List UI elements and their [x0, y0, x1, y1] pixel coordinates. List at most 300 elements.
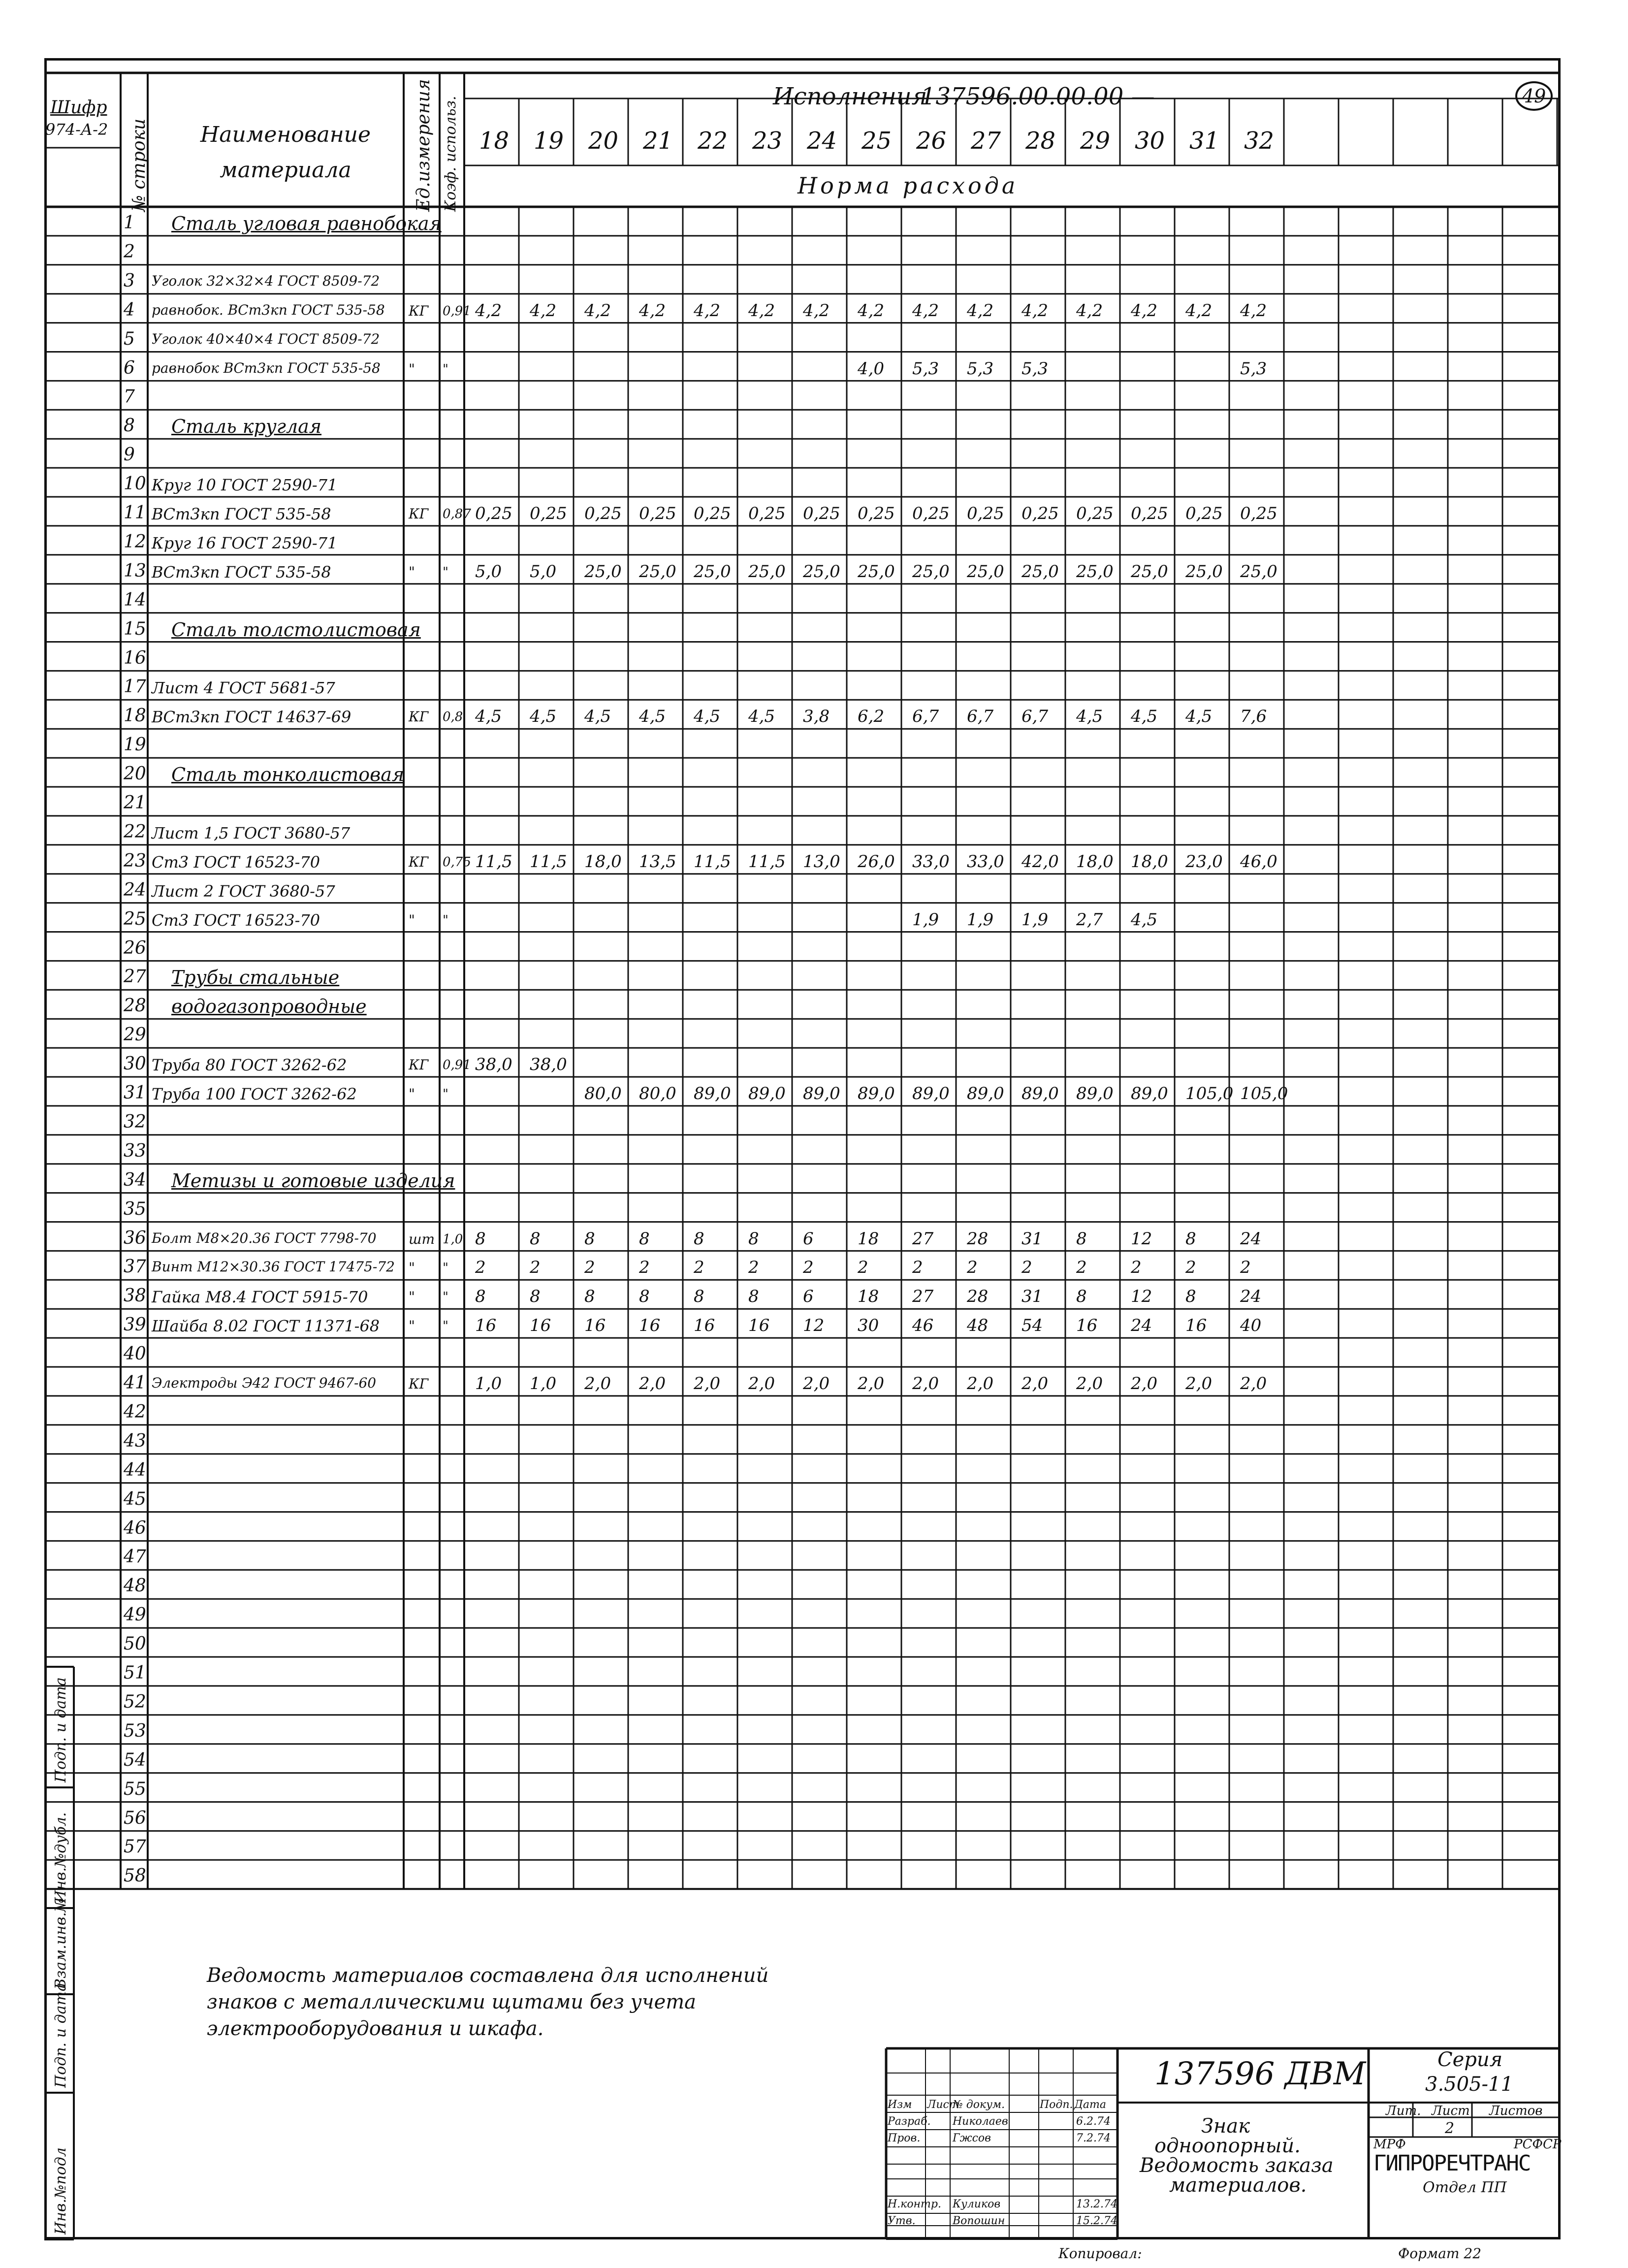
norm-value: 25,0	[912, 561, 950, 582]
row-number: 39	[124, 1315, 146, 1335]
norm-value: 25,0	[1185, 561, 1223, 582]
row-number: 3	[124, 270, 135, 291]
norm-value: 89,0	[1021, 1084, 1059, 1103]
signature-date: 6.2.74	[1076, 2115, 1111, 2128]
note	[207, 1962, 768, 2042]
norm-value: 24	[1240, 1287, 1262, 1307]
row-number: 5	[124, 328, 135, 349]
row-number: 30	[124, 1054, 146, 1074]
norm-value: 6,2	[858, 707, 885, 727]
norm-value: 2	[748, 1258, 759, 1278]
row-number: 53	[124, 1720, 146, 1741]
norm-value: 2,0	[1185, 1374, 1213, 1393]
norm-value: 80,0	[584, 1084, 622, 1103]
coef-cell: 1,0	[443, 1231, 463, 1247]
norm-value: 4,2	[1076, 300, 1103, 321]
material-name: Уголок 40×40×4 ГОСТ 8509-72	[152, 330, 380, 347]
norm-value: 26,0	[858, 851, 895, 872]
norm-value: 0,25	[1131, 504, 1168, 523]
material-name: Лист 2 ГОСТ 3680-57	[152, 881, 335, 901]
norm-value: 13,0	[803, 851, 840, 872]
norm-value: 12	[803, 1316, 825, 1336]
execution-number: 21	[643, 127, 673, 155]
side-stamp-label: Инв.№дубл.	[52, 1812, 69, 1903]
row-number: 19	[124, 735, 146, 755]
norm-value: 89,0	[803, 1084, 840, 1103]
norm-value: 0,25	[530, 504, 567, 523]
norm-value: 2	[639, 1258, 650, 1278]
cipher-value: 974-А-2	[45, 120, 108, 139]
norm-value: 25,0	[694, 561, 731, 582]
norm-value: 18,0	[584, 851, 622, 872]
norm-value: 11,5	[530, 851, 567, 872]
norm-value: 4,2	[1185, 300, 1213, 321]
header-row-no-label: № строки	[129, 118, 149, 212]
row-number: 46	[124, 1518, 146, 1538]
side-stamp-label: Подп. и дата	[52, 1677, 69, 1782]
row-number: 55	[124, 1779, 146, 1799]
coef-cell: 0,91	[443, 303, 471, 319]
signature-role: Утв.	[888, 2215, 916, 2227]
coef-cell: "	[443, 1319, 448, 1334]
row-number: 10	[124, 474, 146, 494]
norm-value: 4,2	[1131, 300, 1158, 321]
copied-label: Копировал:	[1058, 2245, 1142, 2262]
unit-cell: КГ	[409, 1376, 429, 1392]
norm-value: 89,0	[858, 1084, 895, 1103]
norm-value: 8	[694, 1287, 704, 1307]
norm-value: 89,0	[967, 1084, 1004, 1103]
material-name: Болт М8×20.36 ГОСТ 7798-70	[152, 1230, 377, 1246]
norm-value: 16	[530, 1316, 551, 1336]
row-number: 57	[124, 1837, 146, 1857]
row-number: 31	[124, 1083, 146, 1103]
norm-value: 2	[1240, 1258, 1251, 1278]
norm-value: 40	[1240, 1316, 1262, 1336]
norm-value: 6,7	[967, 707, 994, 727]
norm-value: 2,0	[858, 1374, 885, 1393]
signature-role: Разраб.	[888, 2115, 931, 2128]
row-number: 42	[124, 1401, 146, 1422]
header-name-label: Наименование материала	[200, 122, 371, 183]
row-number: 14	[124, 589, 146, 610]
norm-value: 80,0	[639, 1084, 676, 1103]
norm-value: 8	[530, 1229, 541, 1249]
sheets-label: Листов	[1489, 2104, 1543, 2118]
norm-value: 2,0	[1076, 1374, 1103, 1393]
row-number: 26	[124, 938, 146, 958]
norm-value: 2,0	[1131, 1374, 1158, 1393]
norm-value: 46,0	[1240, 851, 1277, 872]
signature-date: 13.2.74	[1076, 2198, 1117, 2210]
norm-value: 0,25	[584, 504, 622, 523]
doc-code: 137596 ДВМ	[1154, 2056, 1366, 2092]
norm-value: 8	[530, 1287, 541, 1307]
norm-value: 8	[1185, 1287, 1196, 1307]
norm-value: 3,8	[803, 707, 830, 727]
norm-value: 16	[1076, 1316, 1098, 1336]
norm-value: 4,2	[475, 300, 502, 321]
material-name: Лист 4 ГОСТ 5681-57	[152, 679, 335, 698]
execution-number: 26	[916, 127, 947, 155]
material-name: Уголок 32×32×4 ГОСТ 8509-72	[152, 272, 380, 289]
signature-date: 15.2.74	[1076, 2215, 1117, 2227]
sheet-label: Лист	[1432, 2104, 1470, 2118]
row-number: 54	[124, 1750, 146, 1770]
header-unit-label: Ед.измерения	[414, 79, 434, 212]
norm-value: 2	[475, 1258, 486, 1278]
execution-number: 31	[1189, 127, 1220, 155]
material-name: Ст3 ГОСТ 16523-70	[152, 910, 320, 930]
coef-cell: "	[443, 361, 448, 377]
title-line-1: Знак	[1201, 2115, 1250, 2138]
execution-number: 18	[479, 127, 510, 155]
norm-value: 25,0	[803, 561, 840, 582]
norm-value: 16	[584, 1316, 606, 1336]
row-number: 33	[124, 1140, 146, 1161]
norm-value: 8	[748, 1287, 759, 1307]
note-line: Ведомость материалов составлена для исполнений	[207, 1964, 769, 1987]
row-number: 21	[124, 793, 146, 813]
format-label: Формат 22	[1398, 2245, 1482, 2262]
norm-value: 4,2	[1240, 300, 1267, 321]
norm-value: 25,0	[858, 561, 895, 582]
material-name: Труба 100 ГОСТ 3262-62	[152, 1085, 357, 1103]
norm-value: 28	[967, 1287, 989, 1307]
unit-cell: "	[409, 1318, 415, 1334]
norm-value: 0,25	[967, 504, 1004, 523]
norm-value: 2,0	[584, 1374, 611, 1393]
title-line-2: одноопорный.	[1154, 2135, 1301, 2157]
row-number: 17	[124, 677, 146, 697]
norm-value: 4,5	[694, 707, 721, 727]
norm-value: 5,3	[1021, 358, 1049, 379]
norm-value: 2	[967, 1258, 978, 1278]
norm-value: 0,25	[1021, 504, 1059, 523]
norm-value: 2	[1185, 1258, 1196, 1278]
row-number: 40	[124, 1344, 146, 1364]
execution-number: 28	[1025, 127, 1056, 155]
norm-value: 38,0	[475, 1055, 512, 1075]
execution-number: 19	[534, 127, 564, 155]
norm-value: 8	[694, 1229, 704, 1249]
material-name: Ст3 ГОСТ 16523-70	[152, 852, 320, 872]
row-number: 22	[124, 821, 146, 842]
norm-value: 0,25	[858, 504, 895, 523]
row-number: 2	[124, 241, 135, 262]
row-number: 27	[124, 967, 146, 987]
row-number: 34	[124, 1169, 146, 1190]
norm-value: 48	[967, 1316, 989, 1336]
coef-cell: 0,91	[443, 1058, 471, 1073]
header-executions-code: 137596.00.00.00 —	[921, 83, 1155, 110]
row-number: 48	[124, 1576, 146, 1596]
norm-value: 2	[584, 1258, 595, 1278]
norm-value: 89,0	[912, 1084, 950, 1103]
row-number: 24	[124, 879, 146, 900]
row-number: 35	[124, 1199, 146, 1219]
material-name: Лист 1,5 ГОСТ 3680-57	[152, 823, 351, 842]
row-number: 4	[124, 299, 135, 320]
norm-value: 8	[639, 1287, 650, 1307]
norm-value: 4,2	[803, 300, 830, 321]
norm-value: 105,0	[1240, 1084, 1288, 1103]
execution-number: 30	[1135, 127, 1165, 155]
norm-value: 33,0	[967, 851, 1004, 872]
row-number: 56	[124, 1808, 146, 1828]
norm-value: 2,0	[803, 1374, 830, 1393]
norm-value: 8	[475, 1287, 486, 1307]
norm-value: 27	[912, 1229, 934, 1249]
norm-value: 31	[1021, 1229, 1043, 1249]
coef-cell: "	[443, 564, 448, 580]
norm-value: 6	[803, 1287, 814, 1307]
norm-value: 2,7	[1076, 909, 1103, 930]
norm-value: 89,0	[1131, 1084, 1168, 1103]
material-name: Труба 80 ГОСТ 3262-62	[152, 1056, 347, 1075]
norm-value: 2	[1076, 1258, 1087, 1278]
norm-value: 2,0	[967, 1374, 994, 1393]
norm-value: 25,0	[584, 561, 622, 582]
note-line: знаков с металлическими щитами без учета	[207, 1991, 697, 2013]
side-stamp-label: Инв.№подл	[52, 2147, 69, 2235]
material-name: Винт М12×30.36 ГОСТ 17475-72	[152, 1259, 395, 1275]
coef-cell: 0,8	[443, 710, 463, 725]
section-heading: Сталь угловая равнобокая	[171, 213, 442, 234]
unit-cell: шт	[409, 1231, 435, 1247]
signature-date: 7.2.74	[1076, 2132, 1111, 2144]
section-heading: Сталь толстолистовая	[171, 618, 421, 641]
title-block-col-header: Лист	[927, 2099, 959, 2111]
row-number: 44	[124, 1459, 146, 1480]
signature-role: Пров.	[888, 2132, 921, 2144]
norm-value: 12	[1131, 1287, 1152, 1307]
org-name: ГИПРОРЕЧТРАНС	[1373, 2151, 1531, 2176]
unit-cell: "	[409, 1086, 415, 1102]
title-block-col-header: Изм	[888, 2099, 912, 2111]
execution-number: 27	[971, 127, 1001, 155]
norm-value: 4,2	[1021, 300, 1049, 321]
norm-value: 2	[912, 1258, 923, 1278]
lit-label: Лит.	[1386, 2104, 1421, 2118]
title-line-3: Ведомость заказа	[1140, 2154, 1334, 2177]
row-number: 43	[124, 1430, 146, 1451]
row-number: 50	[124, 1634, 146, 1654]
material-name: Гайка М8.4 ГОСТ 5915-70	[152, 1288, 368, 1307]
norm-value: 18,0	[1076, 851, 1114, 872]
norm-value: 25,0	[748, 561, 786, 582]
org-left: МРФ	[1373, 2137, 1406, 2152]
row-number: 51	[124, 1663, 146, 1683]
row-number: 12	[124, 531, 146, 552]
norm-value: 4,5	[639, 707, 666, 727]
norm-value: 25,0	[967, 561, 1004, 582]
row-number: 6	[124, 357, 135, 378]
norm-value: 89,0	[694, 1084, 731, 1103]
unit-cell: "	[409, 1289, 415, 1305]
material-name: равнобок. ВСт3кп ГОСТ 535-58	[152, 301, 385, 318]
norm-value: 25,0	[639, 561, 676, 582]
norm-value: 5,0	[475, 561, 502, 582]
coef-cell: "	[443, 1261, 448, 1276]
row-number: 11	[124, 503, 146, 523]
norm-value: 8	[584, 1287, 595, 1307]
signature-role: Н.контр.	[888, 2198, 941, 2210]
norm-value: 5,0	[530, 561, 557, 582]
norm-value: 1,9	[967, 909, 994, 930]
execution-number: 24	[807, 127, 837, 155]
norm-value: 4,5	[1185, 707, 1213, 727]
execution-number: 32	[1244, 127, 1275, 155]
norm-value: 2,0	[748, 1374, 775, 1393]
norm-value: 6,7	[912, 707, 939, 727]
norm-value: 2	[530, 1258, 541, 1278]
norm-value: 2,0	[1240, 1374, 1267, 1393]
row-number: 9	[124, 445, 135, 465]
material-name: ВСт3кп ГОСТ 535-58	[152, 562, 331, 582]
unit-cell: КГ	[409, 853, 429, 870]
row-number: 49	[124, 1605, 146, 1625]
unit-cell: "	[409, 360, 415, 377]
signature-name: Вопошин	[953, 2215, 1005, 2227]
norm-value: 23,0	[1185, 851, 1223, 872]
norm-value: 18	[858, 1229, 879, 1249]
side-stamp-label: Подп. и дата	[52, 1982, 69, 2088]
section-heading: водогазопроводные	[171, 996, 367, 1018]
material-name: равнобок ВСт3кп ГОСТ 535-58	[152, 359, 381, 376]
norm-value: 24	[1240, 1229, 1262, 1249]
row-number: 16	[124, 648, 146, 668]
norm-value: 31	[1021, 1287, 1043, 1307]
norm-value: 33,0	[912, 851, 950, 872]
sheet-value: 2	[1445, 2120, 1455, 2137]
row-number: 23	[124, 850, 146, 871]
norm-value: 2	[803, 1258, 814, 1278]
execution-number: 22	[698, 127, 728, 155]
norm-value: 89,0	[748, 1084, 786, 1103]
norm-value: 4,2	[912, 300, 939, 321]
row-number: 41	[124, 1373, 146, 1393]
title-block-col-header: Подп.	[1040, 2099, 1073, 2111]
material-name: Круг 10 ГОСТ 2590-71	[152, 476, 338, 495]
material-name: Шайба 8.02 ГОСТ 11371-68	[152, 1317, 380, 1336]
norm-value: 2	[858, 1258, 868, 1278]
norm-value: 16	[748, 1316, 770, 1336]
section-heading: Сталь круглая	[171, 416, 322, 438]
header-executions-label: Исполнения	[773, 83, 927, 110]
row-number: 1	[124, 213, 135, 233]
norm-value: 13,5	[639, 851, 676, 872]
execution-number: 20	[588, 127, 619, 155]
norm-value: 0,25	[912, 504, 950, 523]
row-number: 7	[124, 387, 135, 407]
coef-cell: "	[443, 912, 448, 928]
execution-number: 23	[752, 127, 783, 155]
title-block-col-header: Дата	[1074, 2099, 1106, 2111]
norm-value: 4,2	[639, 300, 666, 321]
row-number: 38	[124, 1286, 146, 1306]
coef-cell: "	[443, 1290, 448, 1305]
norm-value: 16	[694, 1316, 715, 1336]
norm-value: 4,2	[584, 300, 611, 321]
norm-value: 4,5	[748, 707, 775, 727]
coef-cell: 0,87	[443, 507, 471, 521]
material-name: ВСт3кп ГОСТ 14637-69	[152, 708, 351, 727]
norm-value: 16	[639, 1316, 661, 1336]
cipher-label: Шифр	[50, 97, 107, 118]
norm-value: 6	[803, 1229, 814, 1249]
norm-value: 4,5	[584, 707, 611, 727]
row-number: 29	[124, 1025, 146, 1045]
norm-value: 12	[1131, 1229, 1152, 1249]
norm-value: 16	[475, 1316, 497, 1336]
norm-value: 4,5	[475, 707, 502, 727]
series-value: 3.505-11	[1425, 2073, 1513, 2096]
norm-value: 25,0	[1240, 561, 1277, 582]
norm-value: 0,25	[639, 504, 676, 523]
norm-value: 28	[967, 1229, 989, 1249]
signature-name: Гжсов	[953, 2132, 991, 2144]
norm-value: 7,6	[1240, 707, 1267, 727]
row-number: 15	[124, 618, 146, 639]
norm-value: 4,5	[1131, 707, 1158, 727]
norm-value: 8	[1076, 1287, 1087, 1307]
norm-value: 30	[858, 1316, 879, 1336]
norm-value: 0,25	[1076, 504, 1114, 523]
norm-value: 1,9	[1021, 909, 1049, 930]
norm-value: 4,2	[694, 300, 721, 321]
norm-value: 1,9	[912, 909, 939, 930]
section-heading: Сталь тонколистовая	[171, 764, 405, 786]
norm-value: 2,0	[694, 1374, 721, 1393]
page-number: 49	[1515, 81, 1553, 111]
row-number: 47	[124, 1547, 146, 1567]
norm-value: 6,7	[1021, 707, 1049, 727]
header-norm-label: Норма расхода	[798, 172, 1019, 199]
norm-value: 16	[1185, 1316, 1207, 1336]
norm-value: 0,25	[475, 504, 512, 523]
norm-value: 46	[912, 1316, 934, 1336]
norm-value: 4,2	[530, 300, 557, 321]
norm-value: 4,5	[1076, 707, 1103, 727]
norm-value: 5,3	[1240, 358, 1267, 379]
row-number: 32	[124, 1111, 146, 1132]
section-heading: Трубы стальные	[171, 967, 340, 989]
norm-value: 105,0	[1185, 1084, 1234, 1103]
title-block-col-header: № докум.	[953, 2099, 1005, 2111]
row-number: 37	[124, 1257, 146, 1277]
org-right: РСФСР	[1514, 2137, 1562, 2152]
row-number: 28	[124, 996, 146, 1016]
norm-value: 5,3	[967, 358, 994, 379]
norm-value: 27	[912, 1287, 934, 1307]
norm-value: 2,0	[639, 1374, 666, 1393]
row-number: 18	[124, 706, 146, 726]
org-dept: Отдел ПП	[1423, 2179, 1507, 2196]
norm-value: 2,0	[1021, 1374, 1049, 1393]
row-number: 58	[124, 1866, 146, 1886]
norm-value: 2	[1131, 1258, 1142, 1278]
row-number: 36	[124, 1228, 146, 1248]
norm-value: 8	[748, 1229, 759, 1249]
coef-cell: 0,75	[443, 854, 471, 870]
row-number: 45	[124, 1489, 146, 1509]
material-name: Электроды Э42 ГОСТ 9467-60	[152, 1375, 377, 1391]
norm-value: 4,2	[748, 300, 775, 321]
material-name: ВСт3кп ГОСТ 535-58	[152, 505, 331, 523]
norm-value: 2	[694, 1258, 704, 1278]
norm-value: 4,5	[530, 707, 557, 727]
